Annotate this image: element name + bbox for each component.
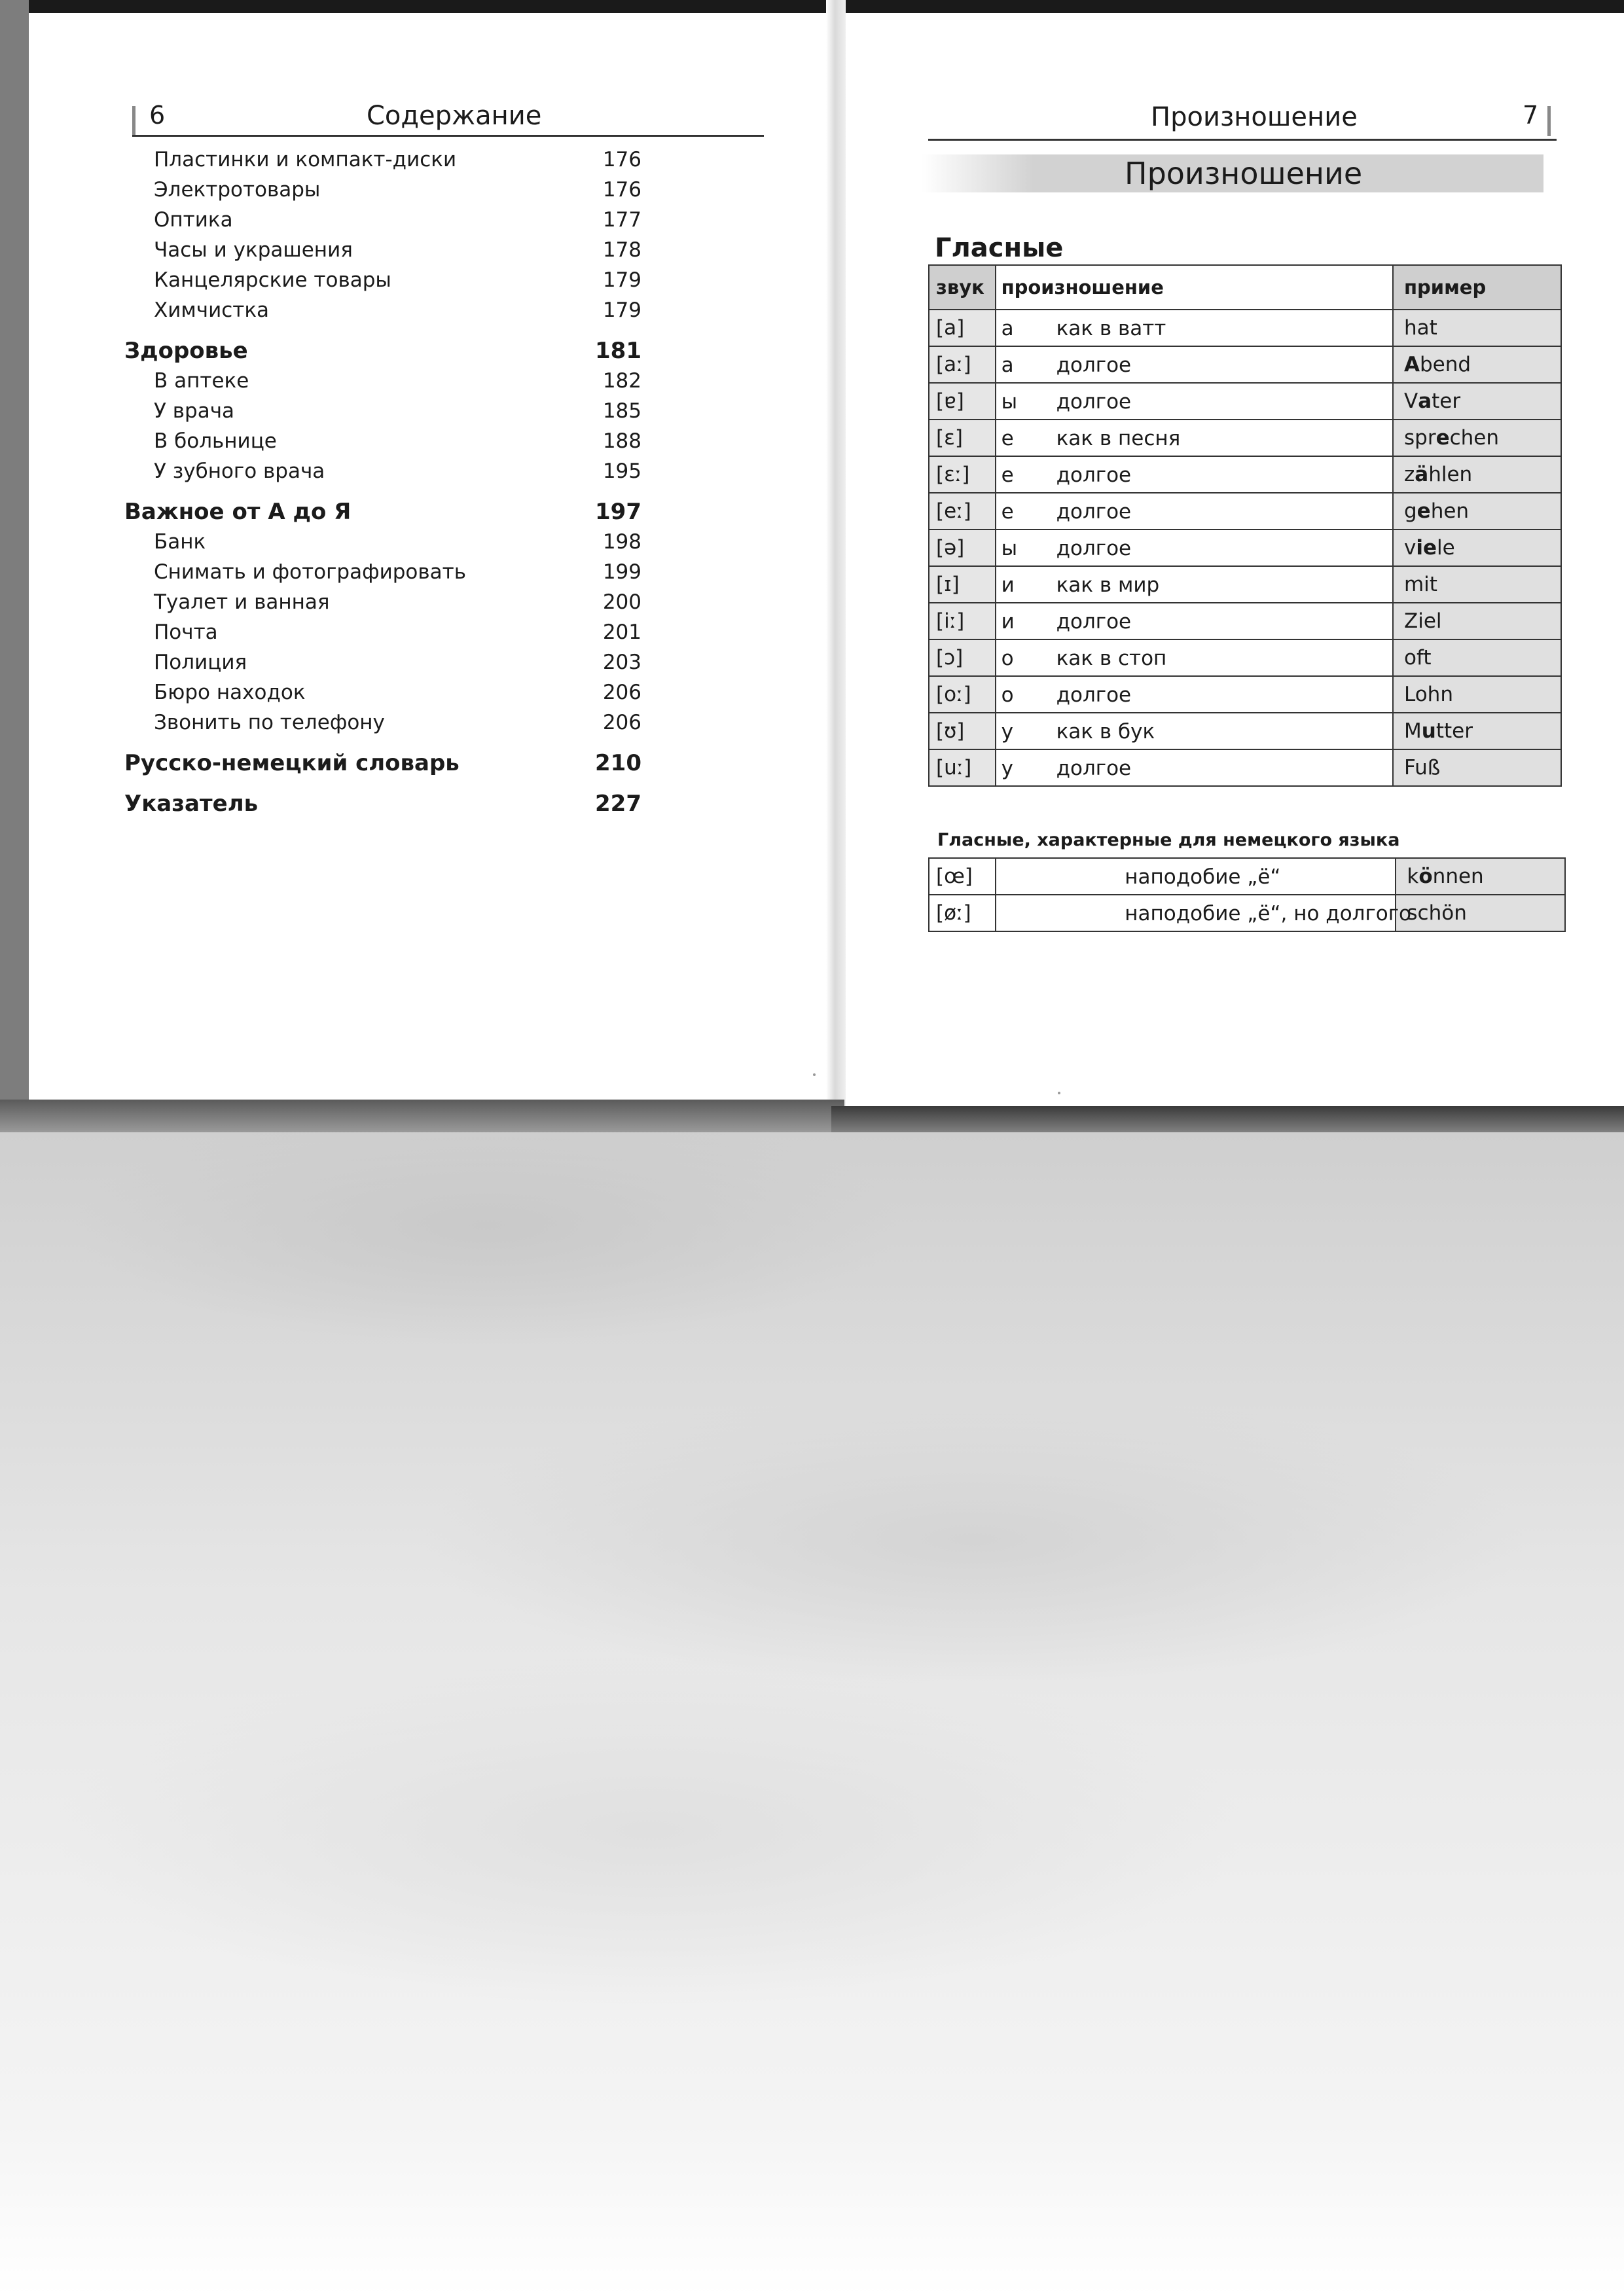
toc-page-number: 197 [595,499,641,525]
example-part: le [1437,536,1455,560]
toc-entry [124,428,641,458]
toc-entry [124,619,641,649]
page-marker-right [1547,106,1551,136]
toc-entry [124,559,641,589]
example-word [1393,639,1561,676]
toc-title: Часы и украшения [154,238,353,262]
pronunciation-description: долгое [1056,390,1132,414]
toc-page-number: 195 [602,459,641,483]
header-pronunciation [996,265,1393,310]
ipa-sound: [uː] [929,749,996,786]
example-highlight: ö [1418,865,1433,888]
pronunciation-description: долгое [1056,757,1132,780]
vowel-row [929,639,1561,676]
toc-title: Русско-немецкий словарь [124,750,460,776]
ipa-sound: [ɛː] [929,456,996,493]
toc-page-number: 182 [602,369,641,393]
toc-title: Туалет и ванная [154,590,330,614]
pronunciation [996,603,1393,639]
header-pronunciation-label: произношение [1001,276,1164,298]
pronunciation [996,639,1393,676]
toc-page-number: 177 [602,208,641,232]
toc-title: Важное от А до Я [124,499,352,525]
example-part: spr [1403,426,1436,450]
german-specific-vowel-table [928,857,1566,932]
toc-title: У зубного врача [154,459,325,483]
toc-page-number: 227 [595,791,641,817]
toc-section [124,780,641,821]
example-word [1393,383,1561,420]
toc-page-number: 198 [602,530,641,554]
toc-title: Канцелярские товары [154,268,391,292]
toc-title: В аптеке [154,369,249,393]
example-part: z [1403,463,1415,486]
toc-entry [124,368,641,398]
ipa-sound: [ɐ] [929,383,996,420]
example-word [1393,493,1561,529]
toc-entry [124,147,641,177]
toc-title: Электротовары [154,178,321,202]
ipa-sound: [aː] [929,346,996,383]
example-highlight: u [1421,719,1436,743]
toc-section [124,488,641,529]
toc-title: Полиция [154,651,247,674]
russian-letter: а [1001,353,1014,377]
toc-title: Химчистка [154,298,270,322]
example-part: ter [1432,389,1461,413]
example-part: Ziel [1403,609,1442,633]
vowel-row [929,310,1561,346]
russian-letter: а [1001,317,1014,340]
toc-page-number: 178 [602,238,641,262]
ipa-sound: [ʊ] [929,713,996,749]
example-part: g [1403,499,1417,523]
scan-speck [1058,1092,1060,1094]
toc-page-number: 206 [602,681,641,704]
example-part: oft [1403,646,1432,670]
vowel-row [929,566,1561,603]
ipa-sound: [oː] [929,676,996,713]
ipa-sound: [œ] [929,858,996,895]
pronunciation [996,858,1396,895]
example-part: bend [1419,353,1471,376]
toc-title: У врача [154,399,235,423]
example-highlight: ie [1416,536,1437,560]
pronunciation [996,310,1393,346]
toc-title: Здоровье [124,338,248,364]
example-word [1393,346,1561,383]
toc-title: Банк [154,530,206,554]
toc-entry [124,709,641,740]
pronunciation [996,383,1393,420]
toc-title: В больнице [154,429,277,453]
extra-table-title: Гласные, характерные для немецкого языка [937,830,1400,850]
toc-page-number: 185 [602,399,641,423]
example-word [1393,566,1561,603]
book-cover-left-edge [0,0,29,1126]
example-highlight: ä [1415,463,1429,486]
russian-letter: и [1001,573,1015,597]
vowel-row [929,493,1561,529]
toc-entry [124,398,641,428]
pronunciation-description: долгое [1056,610,1132,634]
vowel-row [929,529,1561,566]
toc-title: Пластинки и компакт-диски [154,148,457,171]
scan-top-edge [0,0,1624,13]
pronunciation [996,529,1393,566]
book-cover-bottom-right [831,1106,1624,1136]
scan-speck [813,1073,816,1076]
book-cover-bottom-left [0,1100,844,1132]
ipa-sound: [øː] [929,895,996,931]
vowel-row [929,383,1561,420]
ipa-sound: [eː] [929,493,996,529]
example-word [1393,749,1561,786]
example-part: hen [1430,499,1470,523]
vowel-table [928,264,1562,787]
page-title: Произношение [1125,156,1363,191]
example-part: M [1403,719,1422,743]
toc-page-number: 201 [602,620,641,644]
header-rule-right [928,139,1557,141]
russian-letter: о [1001,683,1014,707]
toc-entry [124,267,641,297]
vowel-row [929,895,1565,931]
russian-letter: е [1001,427,1014,450]
toc-page-number: 203 [602,651,641,674]
vowel-row [929,603,1561,639]
toc-section [124,327,641,368]
ipa-sound: [iː] [929,603,996,639]
example-word [1396,895,1565,931]
toc-title: Звонить по телефону [154,711,385,734]
toc-page-number: 210 [595,750,641,776]
example-part: nnen [1432,865,1484,888]
toc-section [124,740,641,780]
vowel-row [929,749,1561,786]
russian-letter: ы [1001,537,1018,560]
pronunciation [996,713,1393,749]
toc-page-number: 176 [602,178,641,202]
ipa-sound: [ɛ] [929,420,996,456]
pronunciation [996,456,1393,493]
example-word [1393,529,1561,566]
pronunciation-description: как в бук [1056,720,1155,744]
header-example: пример [1393,265,1561,310]
pronunciation [996,346,1393,383]
toc-entry [124,649,641,679]
example-highlight: e [1435,426,1450,450]
example-word [1393,713,1561,749]
toc-title: Почта [154,620,218,644]
toc-entry [124,458,641,488]
pronunciation [996,895,1412,931]
toc-title: Указатель [124,791,259,817]
pronunciation [996,493,1393,529]
header-sound: звук [929,265,996,310]
example-highlight: e [1416,499,1431,523]
toc-entry [124,177,641,207]
ipa-sound: [ɔ] [929,639,996,676]
example-part: Fuß [1403,756,1441,780]
header-rule-left [132,135,764,137]
pronunciation-description: долгое [1056,463,1132,487]
pronunciation-description: долгое [1056,683,1132,707]
vowel-row [929,456,1561,493]
vowel-row [929,676,1561,713]
book-gutter [826,0,846,1126]
table-header-row [929,265,1561,310]
pronunciation [996,676,1393,713]
toc-page-number: 188 [602,429,641,453]
example-part: hat [1403,316,1437,340]
example-part: chen [1449,426,1500,450]
page-marker-left [132,106,135,136]
example-highlight: a [1418,389,1432,413]
pronunciation-description: как в мир [1056,573,1160,597]
example-part: schön [1407,901,1467,925]
example-word [1393,420,1561,456]
running-header-right: Произношение [1151,102,1358,132]
example-part: tter [1435,719,1473,743]
example-part: V [1403,389,1418,413]
pronunciation-description: долгое [1056,500,1132,524]
pronunciation-description: наподобие „ё“, но долгого [1125,902,1412,925]
table-of-contents [124,147,641,821]
pronunciation [996,420,1393,456]
toc-page-number: 199 [602,560,641,584]
page-number-right: 7 [1523,101,1539,130]
toc-page-number: 200 [602,590,641,614]
example-word [1393,603,1561,639]
example-part: v [1403,536,1416,560]
pronunciation-description: как в песня [1056,427,1181,450]
toc-title: Оптика [154,208,233,232]
toc-page-number: 179 [602,298,641,322]
russian-letter: у [1001,720,1013,744]
section-title: Гласные [935,233,1064,263]
page-number-left: 6 [149,101,166,130]
russian-letter: и [1001,610,1015,634]
example-highlight: A [1403,353,1420,376]
ipa-sound: [ə] [929,529,996,566]
toc-entry [124,529,641,559]
pronunciation-description: как в стоп [1056,647,1167,670]
russian-letter: о [1001,647,1014,670]
vowel-row [929,713,1561,749]
russian-letter: е [1001,500,1014,524]
russian-letter: е [1001,463,1014,487]
example-part: mit [1403,573,1437,596]
toc-entry [124,297,641,327]
toc-title: Снимать и фотографировать [154,560,466,584]
example-word [1393,310,1561,346]
pronunciation-description: как в ватт [1056,317,1166,340]
toc-entry [124,679,641,709]
example-word [1396,858,1565,895]
vowel-row [929,858,1565,895]
toc-page-number: 179 [602,268,641,292]
pronunciation-description: долгое [1056,537,1132,560]
pronunciation-description: наподобие „ё“ [1125,865,1281,889]
example-part: hlen [1428,463,1473,486]
toc-title: Бюро находок [154,681,306,704]
example-part: k [1407,865,1419,888]
toc-entry [124,207,641,237]
ipa-sound: [ɪ] [929,566,996,603]
example-word [1393,456,1561,493]
vowel-row [929,420,1561,456]
ipa-sound: [a] [929,310,996,346]
pronunciation [996,749,1393,786]
example-part: Lohn [1403,683,1453,706]
pronunciation-description: долгое [1056,353,1132,377]
scanner-background [0,1132,1624,2296]
toc-page-number: 176 [602,148,641,171]
pronunciation [996,566,1393,603]
toc-entry [124,589,641,619]
russian-letter: у [1001,757,1013,780]
running-header-left: Содержание [367,101,542,131]
toc-entry [124,237,641,267]
example-word [1393,676,1561,713]
toc-page-number: 181 [595,338,641,364]
russian-letter: ы [1001,390,1018,414]
toc-page-number: 206 [602,711,641,734]
vowel-row [929,346,1561,383]
